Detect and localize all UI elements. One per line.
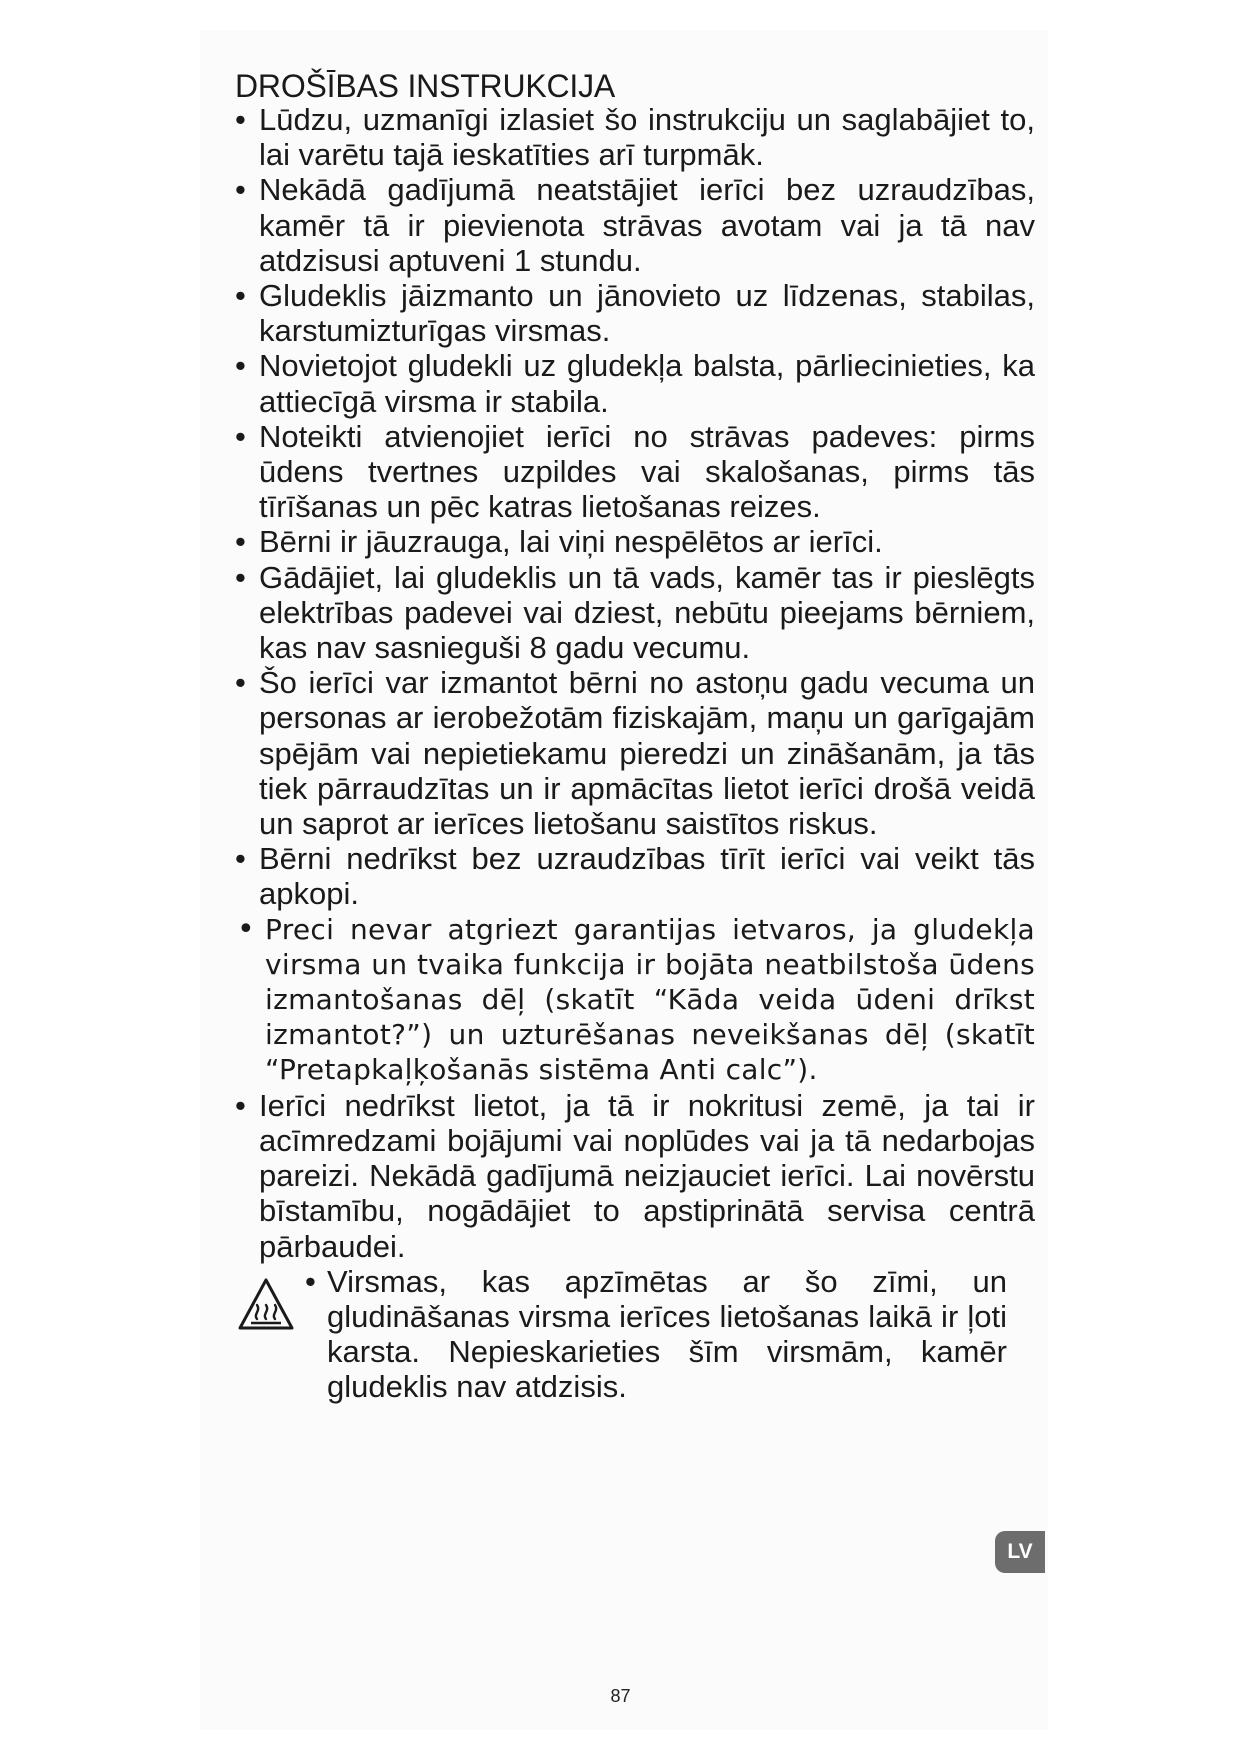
hot-surface-warning-text: • Virsmas, kas apzīmētas ar šo zīmi, un gludināšanas virsma ierīces lietošanas laikā ir ļoti karsta. Nepieskarieties šīm virsmām, kamēr gludeklis nav atdzisis. (305, 1264, 1007, 1405)
list-item: • Ierīci nedrīkst lietot, ja tā ir nokritusi zemē, ja tai ir acīmredzami bojājumi vai noplūdes vai ja tā nedarbojas pareizi. Nekādā gadījumā neizjauciet ierīci. Lai novērstu bīstamību, nogādājiet to apstiprinātā servisa centrā pārbaudei. (235, 1088, 1035, 1264)
list-item: • Lūdzu, uzmanīgi izlasiet šo instrukciju un saglabājiet to, lai varētu tajā ieskatīties arī turpmāk. (235, 102, 1035, 172)
list-item: • Novietojot gludekli uz gludekļa balsta, pārliecinieties, ka attiecīgā virsma ir stabila. (235, 348, 1035, 418)
list-item: • Nekādā gadījumā neatstājiet ierīci bez uzraudzības, kamēr tā ir pievienota strāvas avotam vai ja tā nav atdzisusi aptuveni 1 stundu. (235, 172, 1035, 278)
list-item: • Noteikti atvienojiet ierīci no strāvas padeves: pirms ūdens tvertnes uzpildes vai skalošanas, pirms tās tīrīšanas un pēc katras lietošanas reizes. (235, 419, 1035, 525)
list-item: • Bērni nedrīkst bez uzraudzības tīrīt ierīci vai veikt tās apkopi. (235, 841, 1035, 911)
hot-surface-row (235, 1264, 1035, 1405)
list-item: • Gludeklis jāizmanto un jānovieto uz līdzenas, stabilas, karstumizturīgas virsmas. (235, 278, 1035, 348)
list-item: • Bērni ir jāuzrauga, lai viņi nespēlētos ar ierīci. (235, 524, 1035, 559)
hot-surface-warning-icon (237, 1276, 295, 1334)
section-heading: DROŠĪBAS INSTRUKCIJA (235, 68, 616, 104)
instruction-list (235, 102, 1035, 1264)
language-tab: LV (995, 1531, 1045, 1573)
list-item-warranty: • Preci nevar atgriezt garantijas ietvaros, ja gludekļa virsma un tvaika funkcija ir bojāta neatbilstoša ūdens izmantošanas dēļ (skatīt “Kāda veida ūdeni drīkst izmantot?”) un uzturēšanas neveikšanas dēļ (skatīt “Pretapkaļķošanās sistēma Anti calc”). (235, 912, 1035, 1088)
page-number: 87 (610, 1686, 631, 1706)
list-item: • Šo ierīci var izmantot bērni no astoņu gadu vecuma un personas ar ierobežotām fiziskajām, maņu un garīgajām spējām vai nepietiekamu pieredzi un zināšanām, ja tās tiek pārraudzītas un ir apmācītas lietot ierīci drošā veidā un saprot ar ierīces lietošanu saistītos riskus. (235, 665, 1035, 841)
safety-instructions-section (235, 68, 1035, 1405)
list-item: • Gādājiet, lai gludeklis un tā vads, kamēr tas ir pieslēgts elektrības padevei vai dziest, nebūtu pieejams bērniem, kas nav sasnieguši 8 gadu vecumu. (235, 560, 1035, 666)
